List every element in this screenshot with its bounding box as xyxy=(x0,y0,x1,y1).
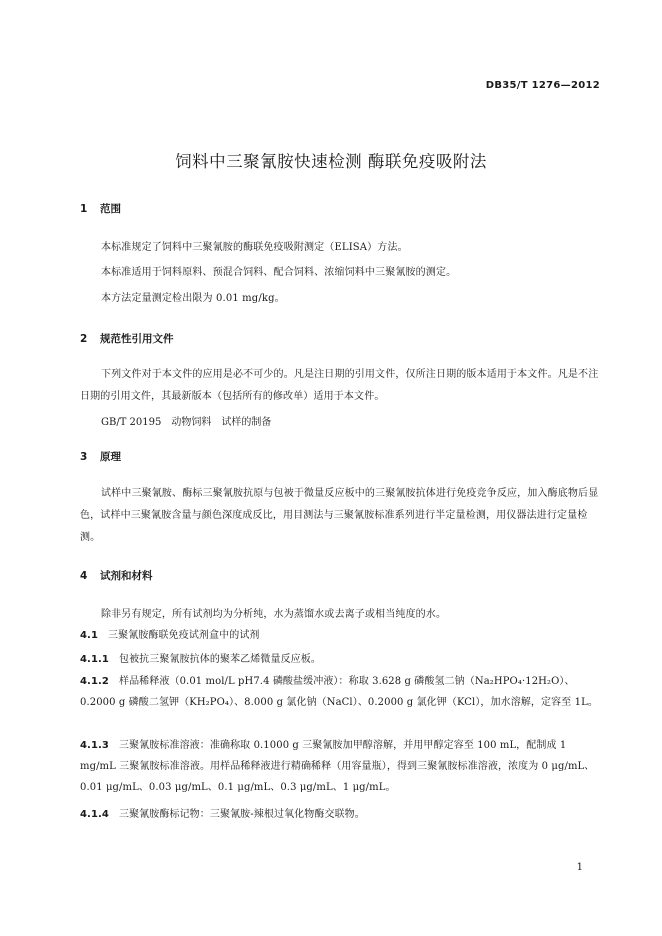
clause-4-1-1 xyxy=(80,649,600,670)
clause-number: 4.1.4 xyxy=(80,809,109,820)
clause-4-1-2 xyxy=(80,671,600,713)
reference-code: GB/T 20195 xyxy=(101,417,162,428)
section-title: 试剂和材料 xyxy=(100,570,153,582)
clause-number: 4.1 xyxy=(80,630,99,641)
section-3-heading xyxy=(80,449,121,464)
section-number: 3 xyxy=(80,451,88,463)
section-1-heading xyxy=(80,201,121,216)
clause-text: 样品稀释液（0.01 mol/L pH7.4 磷酸盐缓冲液）：称取 3.628 g 磷酸氢二钠（Na₂HPO₄·12H₂O）、0.2000 g 磷酸二氢钾（KH₂PO₄）、8.000 g 氯化钠（NaCl）、0.2000 g 氯化钾（KCl），加水溶解，定容至 1L。 xyxy=(80,676,598,708)
section-number: 2 xyxy=(80,333,88,345)
document-title: 饲料中三聚氰胺快速检测 酶联免疫吸附法 xyxy=(175,152,487,171)
clause-4-1 xyxy=(80,625,600,646)
clause-text: 三聚氰胺酶标记物：三聚氰胺-辣根过氧化物酶交联物。 xyxy=(118,809,365,820)
clause-number: 4.1.1 xyxy=(80,654,109,665)
clause-4-1-3 xyxy=(80,735,600,798)
section-title: 规范性引用文件 xyxy=(100,333,174,345)
clause-text: 三聚氰胺酶联免疫试剂盒中的试剂 xyxy=(108,630,260,641)
standard-code: DB35/T 1276—2012 xyxy=(485,80,600,91)
clause-number: 4.1.3 xyxy=(80,740,109,751)
section-title: 范围 xyxy=(100,203,121,215)
section-3-paragraph-1: 试样中三聚氰胺、酶标三聚氰胺抗原与包被于微量反应板中的三聚氰胺抗体进行免疫竞争反应，加入酶底物后显色，试样中三聚氰胺含量与颜色深度成反比，用目测法与三聚氰胺标准系列进行半定量检测，用仪器法进行定量检测。 xyxy=(80,488,599,543)
section-1-paragraph-1: 本标准规定了饲料中三聚氰胺的酶联免疫吸附测定（ELISA）方法。 xyxy=(101,242,408,253)
clause-text: 三聚氰胺标准溶液：准确称取 0.1000 g 三聚氰胺加甲醇溶解，并用甲醇定容至 100 mL，配制成 1 mg/mL 三聚氰胺标准溶液。用样品稀释液进行精确稀释（用容量瓶），得到三聚氰胺标准溶液，浓度为 0 μg/mL、0.01 μg/mL、0.03 μg/mL、0.1 μg/mL、0.3 μg/mL、1 μg/mL。 xyxy=(80,740,595,793)
section-title: 原理 xyxy=(100,451,121,463)
page-number: 1 xyxy=(576,862,583,873)
section-2-heading xyxy=(80,331,174,346)
section-number: 4 xyxy=(80,570,88,582)
section-1-paragraph-3: 本方法定量测定检出限为 0.01 mg/kg。 xyxy=(101,293,285,304)
clause-4-1-4 xyxy=(80,804,600,825)
section-4-heading xyxy=(80,568,153,583)
reference-title: 动物饲料 试样的制备 xyxy=(171,417,272,428)
normative-reference xyxy=(101,413,281,428)
clause-text: 包被抗三聚氰胺抗体的聚苯乙烯微量反应板。 xyxy=(118,654,321,665)
section-2-paragraph-1: 下列文件对于本文件的应用是必不可少的。凡是注日期的引用文件，仅所注日期的版本适用于本文件。凡是不注日期的引用文件，其最新版本（包括所有的修改单）适用于本文件。 xyxy=(80,369,599,402)
section-number: 1 xyxy=(80,203,88,215)
section-4-paragraph-1: 除非另有规定，所有试剂均为分析纯，水为蒸馏水或去离子或相当纯度的水。 xyxy=(101,609,447,620)
section-1-paragraph-2: 本标准适用于饲料原料、预混合饲料、配合饲料、浓缩饲料中三聚氰胺的测定。 xyxy=(101,267,457,278)
clause-number: 4.1.2 xyxy=(80,676,109,687)
